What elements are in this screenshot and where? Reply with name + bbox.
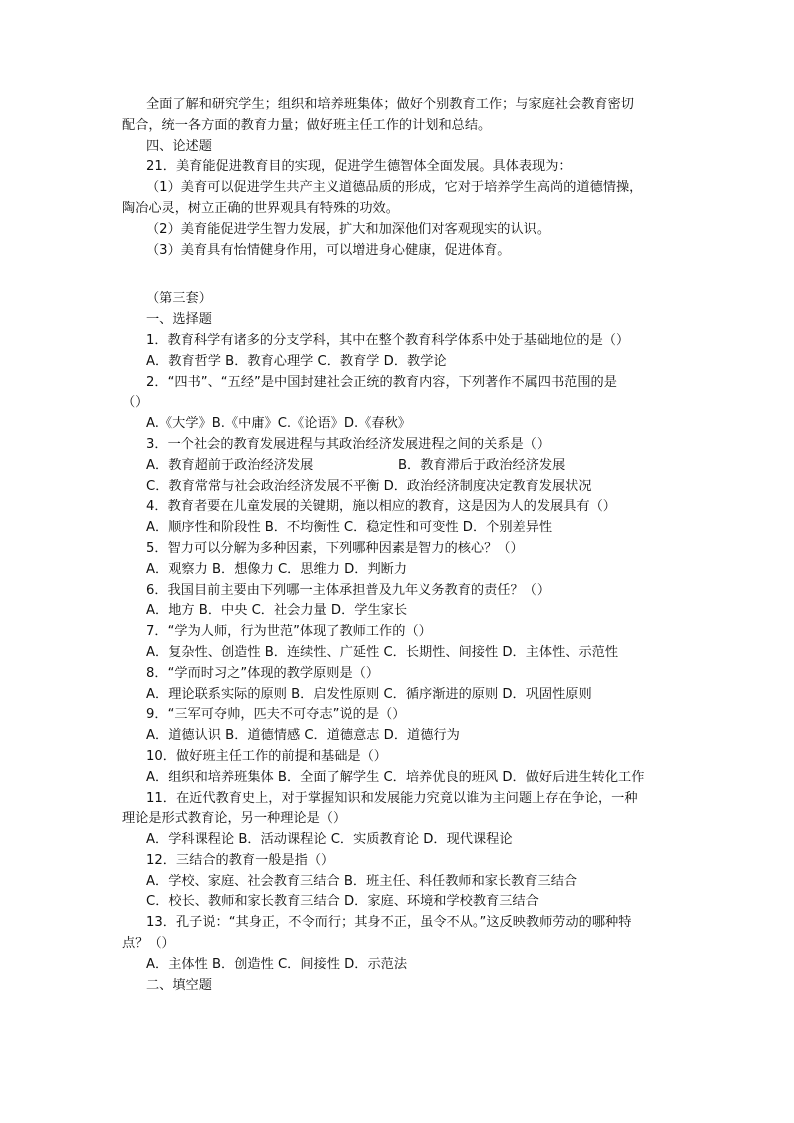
question-7-options: A．复杂性、创造性 B．连续性、广延性 C．长期性、间接性 D．主体性、示范性 xyxy=(146,644,619,660)
answer-point-1-cont: 陶冶心灵，树立正确的世界观具有特殊的功效。 xyxy=(122,200,399,216)
question-5-options: A．观察力 B．想像力 C．思维力 D．判断力 xyxy=(146,561,408,577)
question-12: 12．三结合的教育一般是指（） xyxy=(146,852,335,868)
document-content xyxy=(122,95,672,996)
question-10-options: A．组织和培养班集体 B．全面了解学生 C．培养优良的班风 D．做好后进生转化工作 xyxy=(146,769,645,785)
question-10: 10．做好班主任工作的前提和基础是（） xyxy=(146,748,387,764)
question-4-options: A．顺序性和阶段性 B．不均衡性 C．稳定性和可变性 D．个别差异性 xyxy=(146,520,553,536)
question-4: 4．教育者要在儿童发展的关键期，施以相应的教育，这是因为人的发展具有（） xyxy=(146,499,616,515)
section-heading-choice: 一、选择题 xyxy=(146,312,212,328)
question-2: 2．“四书”、“五经”是中国封建社会正统的教育内容，下列著作不属四书范围的是 xyxy=(146,374,617,390)
section-heading-fill-blank: 二、填空题 xyxy=(146,977,212,993)
question-3: 3．一个社会的教育发展进程与其政治经济发展进程之间的关系是（） xyxy=(146,436,551,452)
question-8: 8．“学而时习之”体现的教学原则是（） xyxy=(146,665,380,681)
option-a: A．教育超前于政治经济发展 xyxy=(146,457,314,473)
question-13: 13．孔子说：“其身正，不令而行；其身不正，虽令不从。”这反映教师劳动的哪种特 xyxy=(146,915,632,931)
question-1: 1．教育科学有诸多的分支学科，其中在整个教育科学体系中处于基础地位的是（） xyxy=(146,332,630,348)
question-9-options: A．道德认识 B．道德情感 C．道德意志 D．道德行为 xyxy=(146,728,460,744)
section-heading-essay: 四、论述题 xyxy=(146,138,212,154)
question-9: 9．“三军可夺帅，匹夫不可夺志”说的是（） xyxy=(146,707,406,723)
question-12-options-cd: C．校长、教师和家长教育三结合 D．家庭、环境和学校教育三结合 xyxy=(146,894,539,910)
question-21: 21．美育能促进教育目的实现，促进学生德智体全面发展。具体表现为： xyxy=(146,159,572,175)
answer-point-1: （1）美育可以促进学生共产主义道德品质的形成，它对于培养学生高尚的道德情操， xyxy=(146,180,643,196)
question-7: 7．“学为人师，行为世范”体现了教师工作的（） xyxy=(146,624,432,640)
question-13-options: A．主体性 B．创造性 C．间接性 D．示范法 xyxy=(146,956,408,972)
question-8-options: A．理论联系实际的原则 B．启发性原则 C．循序渐进的原则 D．巩固性原则 xyxy=(146,686,592,702)
question-1-options: A．教育哲学 B．教育心理学 C．教育学 D．教学论 xyxy=(146,353,447,369)
question-6: 6．我国目前主要由下列哪一主体承担普及九年义务教育的责任？（） xyxy=(146,582,551,598)
question-2-options: A.《大学》B.《中庸》C.《论语》D.《春秋》 xyxy=(146,416,411,432)
question-11-cont: 理论是形式教育论，另一种理论是（） xyxy=(122,811,347,827)
paragraph-line: 配合，统一各方面的教育力量；做好班主任工作的计划和总结。 xyxy=(122,117,492,133)
question-11: 11．在近代教育史上，对于掌握知识和发展能力究竟以谁为主问题上存在争论，一种 xyxy=(146,790,638,806)
set-title: （第三套） xyxy=(146,291,212,307)
spacer xyxy=(122,261,672,289)
question-3-options-cd: C．教育常常与社会政治经济发展不平衡 D．政治经济制度决定教育发展状况 xyxy=(146,478,592,494)
answer-point-2: （2）美育能促进学生智力发展，扩大和加深他们对客观现实的认识。 xyxy=(146,221,551,237)
question-6-options: A．地方 B．中央 C．社会力量 D．学生家长 xyxy=(146,603,408,619)
question-12-options-ab: A．学校、家庭、社会教育三结合 B．班主任、科任教师和家长教育三结合 xyxy=(146,873,578,889)
paragraph-line: 全面了解和研究学生；组织和培养班集体；做好个别教育工作；与家庭社会教育密切 xyxy=(146,97,634,112)
question-2-cont: （） xyxy=(122,395,149,411)
option-b: B．教育滞后于政治经济发展 xyxy=(398,457,566,473)
question-11-options: A．学科课程论 B．活动课程论 C．实质教育论 D．现代课程论 xyxy=(146,832,513,848)
question-5: 5．智力可以分解为多种因素，下列哪种因素是智力的核心？（） xyxy=(146,540,524,556)
answer-point-3: （3）美育具有怡情健身作用，可以增进身心健康，促进体育。 xyxy=(146,242,511,258)
question-13-cont: 点？（） xyxy=(122,936,175,952)
question-3-options-ab xyxy=(122,456,672,477)
